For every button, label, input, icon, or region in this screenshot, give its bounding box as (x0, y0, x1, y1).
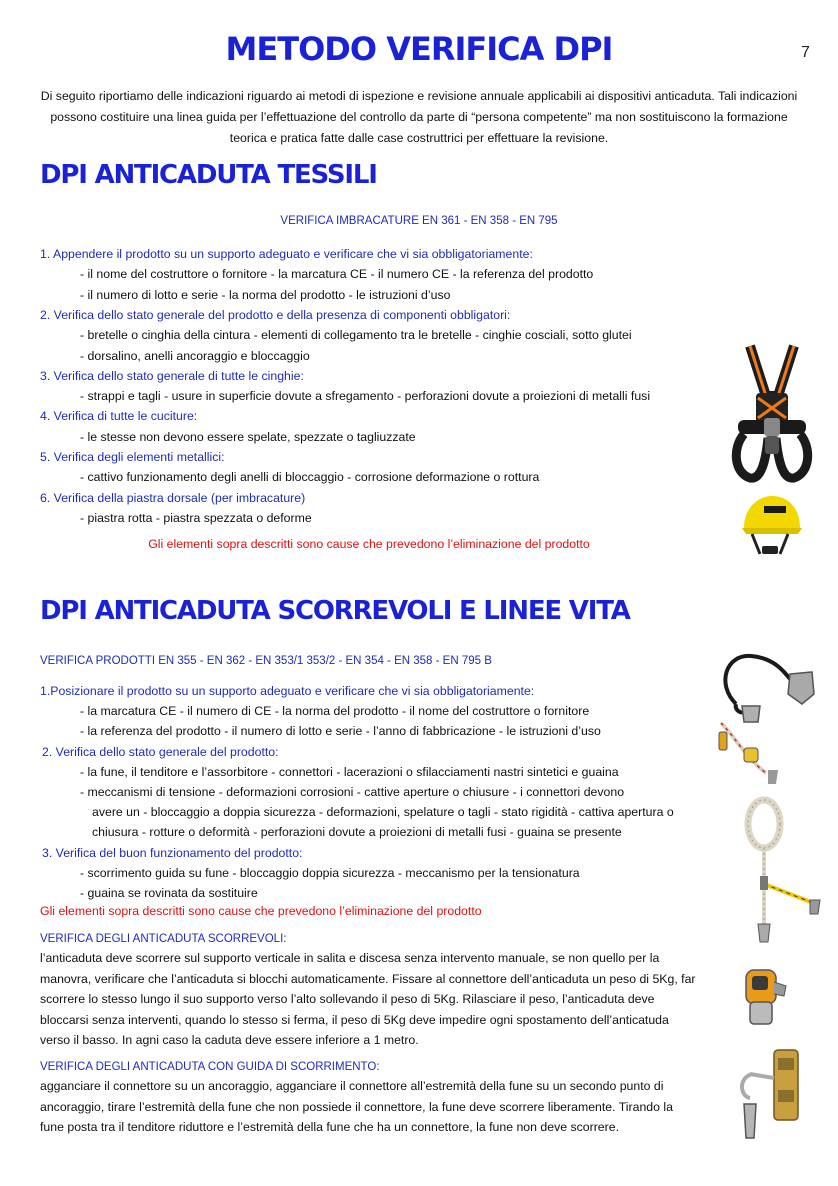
section1-list-step: 4. Verifica di tutte le cuciture: (40, 409, 198, 424)
section1-list-item: - le stesse non devono essere spelate, spezzate o tagliuzzate (80, 429, 416, 444)
section1-list-item: - piastra rotta - piastra spezzata o deforme (80, 510, 312, 525)
section1-list-step: 6. Verifica della piastra dorsale (per imbracature) (40, 490, 306, 505)
page-title: METODO VERIFICA DPI (225, 30, 613, 68)
guida-heading: VERIFICA DEGLI ANTICADUTA CON GUIDA DI SCORRIMENTO: (40, 1061, 380, 1073)
section1-list-step: 2. Verifica dello stato generale del prodotto e della presenza di componenti obbligatori: (40, 307, 511, 322)
section1-list-item: - bretelle o cinghia della cintura - elementi di collegamento tra le bretelle - cinghie cosciali, sotto glutei (80, 328, 632, 343)
section2-list-item: - meccanismi di tensione - deformazioni corrosioni - cattive aperture o chiusure - i connettori devono (80, 785, 625, 799)
section1-subheading: VERIFICA IMBRACATURE EN 361 - EN 358 - EN 795 (280, 215, 558, 227)
lanyard-image (716, 644, 816, 724)
section2-list-item: - la marcatura CE - il numero di CE - la norma del prodotto - il nome del costruttore o fornitore (80, 704, 590, 719)
helmet-image (738, 492, 804, 562)
guida-paragraph: agganciare il connettore su un ancoraggio, agganciare il connettore all’estremità della fune su un secondo punto di ancoraggio, tirare l’estremità della fune che non possiede il connettore, la fune deve scorrere liberamente. Tirando la fune posta tra il tenditore riduttore e l’estremità della fune che ha un connettore, la fune non deve scorrere. (40, 1079, 673, 1134)
section1-list-step: 3. Verifica dello stato generale di tutte le cinghie: (40, 368, 304, 383)
section2-list-step: 2. Verifica dello stato generale del prodotto: (42, 744, 279, 759)
guided-arrester-image (734, 1044, 810, 1144)
scorrevoli-heading: VERIFICA DEGLI ANTICADUTA SCORREVOLI: (40, 933, 287, 945)
section2-list-item: avere un - bloccaggio a doppia sicurezza - deformazioni, spelature o tagli - stato rigidità - cattiva apertura o (92, 805, 674, 820)
section1-list-step: 1. Appendere il prodotto su un supporto adeguato e verificare che vi sia obbligatoriamente: (40, 247, 533, 261)
intro-paragraph: Di seguito riportiamo delle indicazioni riguardo ai metodi di ispezione e revisione annuale applicabili ai dispositivi anticaduta. Tali indicazioni possono costituire una linea guida per l’effettuazione del controllo da parte di “persona competente” ma non sostituiscono la formazione teorica e pratica fatte dalle case costruttrici per effettuare la revisione. (40, 89, 798, 145)
section2-list-item: - la referenza del prodotto - il numero di lotto e serie - l’anno di fabbricazione - le istruzioni d’uso (80, 724, 601, 739)
section1-list-item: - cattivo funzionamento degli anelli di bloccaggio - corrosione deformazione o rottura (80, 470, 540, 485)
rope-grab-image (716, 718, 796, 788)
section2-list-item: - scorrimento guida su fune - bloccaggio doppia sicurezza - meccanismo per la tensionatura (80, 865, 580, 880)
section1-warning: Gli elementi sopra descritti sono cause che prevedono l’eliminazione del prodotto (148, 537, 590, 551)
section2-list-item: - guaina se rovinata da sostituire (80, 886, 258, 900)
section1-list-item: - dorsalino, anelli ancoraggio e bloccaggio (80, 348, 310, 363)
section1-list-item: - il nome del costruttore o fornitore - la marcatura CE - il numero CE - la referenza del prodotto (80, 267, 594, 282)
section1-list-step: 5. Verifica degli elementi metallici: (40, 450, 225, 464)
page-number: 7 (801, 44, 810, 61)
harness-image (722, 338, 822, 488)
scorrevoli-paragraph: l’anticaduta deve scorrere sul supporto verticale in salita e discesa senza intervento manuale, se non quello per la manovra, verificare che l’anticaduta si blocchi automaticamente. Fissare al connettore dell’anticaduta un peso di 5Kg, far scorrere lo stesso lungo il suo supporto verso l’alto sollevando il peso di 5Kg. Rilasciare il peso, l’anticaduta deve bloccarsi senza interventi, quando lo stesso si ferma, il peso di 5Kg deve impedire ogni spostamento dell’anticatuda verso il basso. In agni caso la caduta deve essere inferiore a 1 metro. (40, 951, 696, 1047)
fall-arrester-image (734, 962, 794, 1032)
section2-heading: DPI ANTICADUTA SCORREVOLI E LINEE VITA (40, 596, 630, 626)
section1-list-item: - il numero di lotto e serie - la norma del prodotto - le istruzioni d’uso (80, 287, 451, 302)
rope-line-image (736, 796, 826, 946)
section2-subheading: VERIFICA PRODOTTI EN 355 - EN 362 - EN 353/1 353/2 - EN 354 - EN 358 - EN 795 B (40, 655, 492, 667)
section2-list-item: chiusura - rotture o deformità - perforazioni dovute a proiezioni di metalli fusi - guaina se presente (92, 825, 622, 840)
section2-warning: Gli elementi sopra descritti sono cause che prevedono l’eliminazione del prodotto (40, 904, 482, 918)
section1-heading: DPI ANTICADUTA TESSILI (40, 160, 377, 190)
section2-list-item: - la fune, il tenditore e l’assorbitore - connettori - lacerazioni o sfilacciamenti nastri sintetici e guaina (80, 764, 619, 779)
section1-list-item: - strappi e tagli - usure in superficie dovute a sfregamento - perforazioni dovute a proiezioni di metalli fusi (80, 389, 651, 404)
section2-list-step: 3. Verifica del buon funzionamento del prodotto: (42, 845, 303, 860)
section2-list-step: 1.Posizionare il prodotto su un supporto adeguato e verificare che vi sia obbligatoriamente: (40, 684, 535, 698)
